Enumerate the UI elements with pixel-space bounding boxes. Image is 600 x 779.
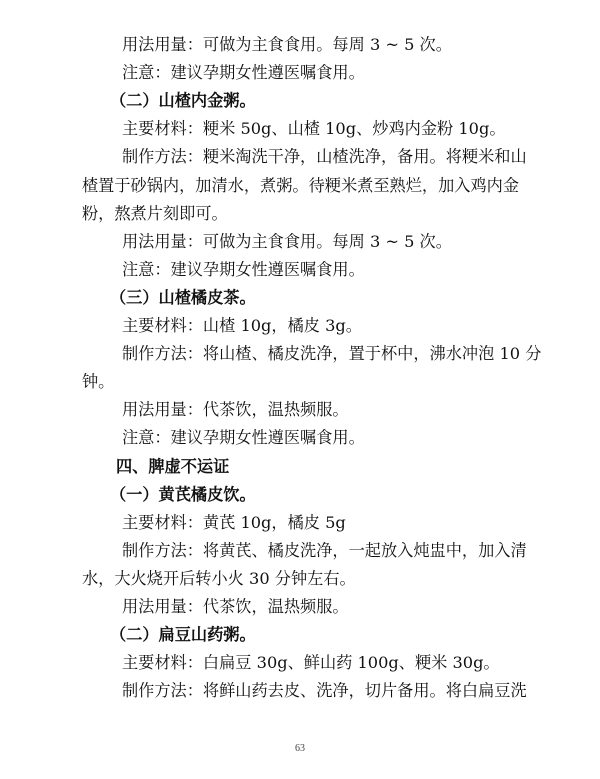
recipe-heading: （二）山楂内金粥。 (110, 91, 256, 111)
text-line: 注意：建议孕期女性遵医嘱食用。 (122, 259, 365, 279)
text-line: 注意：建议孕期女性遵医嘱食用。 (122, 428, 365, 448)
text-line: 主要材料：山楂 10g，橘皮 3g。 (122, 316, 362, 335)
text-line: 制作方法：将鲜山药去皮、洗净，切片备用。将白扁豆洗 (122, 681, 527, 701)
section-heading: 四、脾虚不运证 (116, 456, 230, 476)
text-line: 用法用量：可做为主食食用。每周 3 ~ 5 次。 (122, 231, 452, 251)
page-number: 63 (295, 743, 305, 754)
text-line: 制作方法：粳米淘洗干净，山楂洗净，备用。将粳米和山 (122, 147, 527, 167)
text-line: 注意：建议孕期女性遵医嘱食用。 (122, 63, 365, 83)
text-line: 用法用量：代茶饮，温热频服。 (122, 400, 349, 420)
recipe-heading: （一）黄芪橘皮饮。 (110, 484, 256, 504)
text-line: 主要材料：粳米 50g、山楂 10g、炒鸡内金粉 10g。 (122, 119, 506, 139)
text-line: 制作方法：将山楂、橘皮洗净，置于杯中，沸水冲泡 10 分 (122, 344, 542, 364)
text-line-continuation: 粉，熬煮片刻即可。 (82, 203, 228, 223)
text-line-continuation: 楂置于砂锅内，加清水，煮粥。待粳米煮至熟烂，加入鸡内金 (82, 175, 520, 195)
text-line-continuation: 钟。 (82, 372, 115, 392)
text-line-continuation: 水，大火烧开后转小火 30 分钟左右。 (82, 568, 356, 588)
text-line: 主要材料：白扁豆 30g、鲜山药 100g、粳米 30g。 (122, 653, 500, 673)
text-line: 用法用量：可做为主食食用。每周 3 ~ 5 次。 (122, 35, 452, 54)
recipe-heading: （三）山楂橘皮茶。 (110, 287, 256, 307)
text-line: 用法用量：代茶饮，温热频服。 (122, 597, 349, 616)
text-line: 主要材料：黄芪 10g，橘皮 5g (122, 512, 346, 532)
text-line: 制作方法：将黄芪、橘皮洗净，一起放入炖盅中，加入清 (122, 540, 527, 560)
recipe-heading: （二）扁豆山药粥。 (110, 625, 256, 645)
